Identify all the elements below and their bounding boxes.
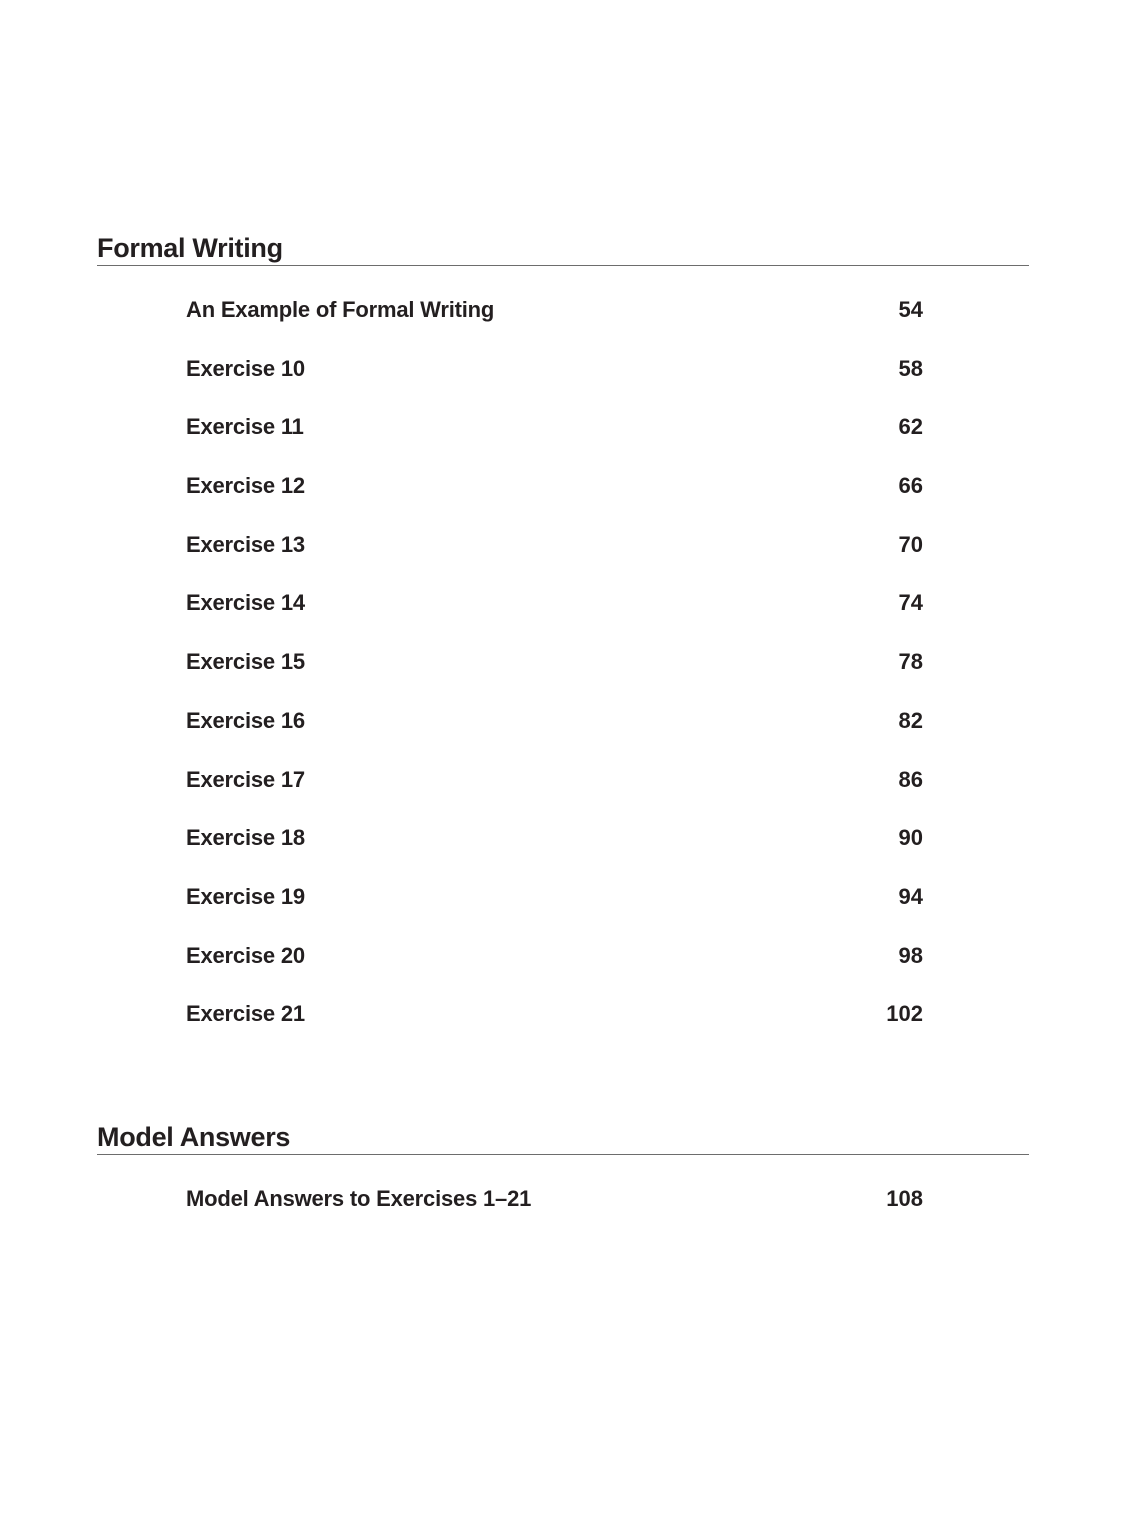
entry-title: An Example of Formal Writing xyxy=(186,297,495,322)
entry-page-number: 102 xyxy=(886,1001,923,1027)
toc-entry[interactable] xyxy=(97,649,1029,708)
toc-entry[interactable] xyxy=(97,590,1029,649)
toc-entry[interactable] xyxy=(97,356,1029,415)
entry-page-number: 62 xyxy=(898,414,923,440)
entry-title: Exercise 12 xyxy=(186,473,305,499)
entry-title: Exercise 16 xyxy=(186,707,305,733)
toc-entry[interactable] xyxy=(97,1001,1029,1060)
entry-title: Exercise 18 xyxy=(186,825,305,851)
section-heading: Model Answers xyxy=(97,1122,1029,1155)
entry-title: Exercise 21 xyxy=(186,1001,305,1027)
toc-entry[interactable] xyxy=(97,884,1029,943)
toc-entry[interactable] xyxy=(97,414,1029,473)
entry-page-number: 54 xyxy=(898,297,923,322)
entry-title: Exercise 11 xyxy=(186,414,304,440)
entry-title: Exercise 14 xyxy=(186,590,305,616)
toc-entry[interactable] xyxy=(97,532,1029,591)
toc-entry[interactable] xyxy=(97,473,1029,532)
entry-page-number: 108 xyxy=(886,1186,923,1211)
toc-entry-list xyxy=(97,297,1029,1060)
section-heading: Formal Writing xyxy=(97,233,1029,266)
toc-entry[interactable] xyxy=(97,1186,1029,1245)
entry-page-number: 66 xyxy=(898,473,923,499)
entry-page-number: 78 xyxy=(898,649,923,675)
entry-page-number: 74 xyxy=(898,590,923,616)
entry-page-number: 58 xyxy=(898,355,923,381)
toc-entry[interactable] xyxy=(97,708,1029,767)
toc-section-formal-writing xyxy=(97,233,1029,1060)
entry-title: Exercise 15 xyxy=(186,649,305,675)
entry-title: Exercise 10 xyxy=(186,355,305,381)
entry-page-number: 86 xyxy=(898,766,923,792)
toc-entry[interactable] xyxy=(97,767,1029,826)
toc-entry[interactable] xyxy=(97,943,1029,1002)
entry-page-number: 98 xyxy=(898,942,923,968)
entry-title: Exercise 20 xyxy=(186,942,305,968)
entry-page-number: 90 xyxy=(898,825,923,851)
toc-entry[interactable] xyxy=(97,297,1029,356)
toc-section-model-answers xyxy=(97,1122,1029,1245)
entry-page-number: 82 xyxy=(898,707,923,733)
entry-page-number: 94 xyxy=(898,883,923,909)
entry-title: Exercise 19 xyxy=(186,883,305,909)
toc-entry[interactable] xyxy=(97,825,1029,884)
entry-page-number: 70 xyxy=(898,531,923,557)
toc-entry-list xyxy=(97,1186,1029,1245)
entry-title: Model Answers to Exercises 1–21 xyxy=(186,1186,532,1211)
entry-title: Exercise 13 xyxy=(186,531,305,557)
entry-title: Exercise 17 xyxy=(186,766,305,792)
